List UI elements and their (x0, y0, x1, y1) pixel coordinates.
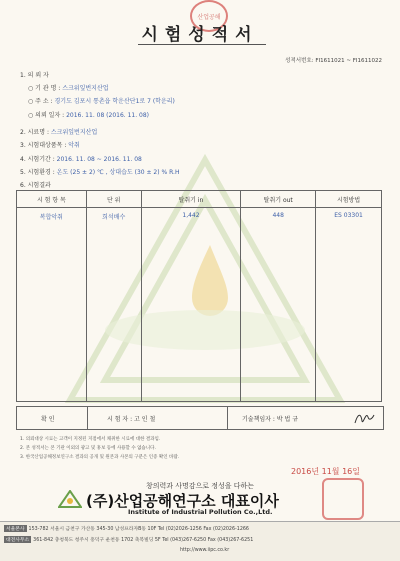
confirm-label: 확 인 (41, 416, 55, 423)
cell-test-item: 복합악취 (17, 208, 87, 402)
footer-website: http://www.iipc.co.kr (180, 548, 230, 553)
footer-contact (0, 521, 400, 561)
title-underline (138, 44, 266, 45)
sample-name-row: 2. 시료명 : 스크위잎번지산업 (20, 129, 98, 136)
issue-date: 2016년 11월 16일 (291, 467, 360, 476)
address-row: ○ 주 소 : 경기도 김포시 통촌읍 학운산단1로 7 (학운리) (28, 98, 175, 105)
document-title: 시험성적서 (141, 25, 259, 45)
motto-text: 창의력과 사명감으로 정성을 다하는 (145, 482, 255, 490)
request-date-row: ○ 의뢰 일자 : 2016. 11. 08 (2016. 11. 08) (28, 112, 150, 119)
corporate-seal-stamp (322, 478, 364, 520)
signature-box (16, 406, 384, 430)
test-result-label: 6. 시험결과 (20, 182, 51, 189)
header-outlet: 탈취기 out (241, 191, 316, 208)
org-row: ○ 기 관 명 : 스크위잎번지산업 (28, 85, 109, 92)
tester-label: 시 험 자 : 고 인 철 (107, 416, 156, 423)
header-unit: 단 위 (86, 191, 141, 208)
table-header-row (17, 191, 382, 208)
institute-logo-icon (58, 490, 82, 508)
address-value: 경기도 김포시 통촌읍 학운산단1로 7 (학운리) (54, 98, 175, 105)
test-environment-row: 5. 시험환경 : 온도 (25 ± 2) ℃ , 상대습도 (30 ± 2) % R.H (20, 169, 180, 176)
institute-name: (주)산업공해연구소 대표이사 (86, 492, 279, 510)
header-method: 시험방법 (316, 191, 382, 208)
cell-unit: 희석배수 (86, 208, 141, 402)
note-3: 3. 한국산업공해정보연구소 결과의 공개 및 원본과 사본의 구분은 인증 확인 바람. (20, 455, 180, 460)
institute-english-name: Institute of Industrial Pollution Co.,Ltd. (128, 508, 273, 516)
note-1: 1. 의뢰대상 시료는 고객이 지정된 지점에서 채취한 시료에 대한 결과임. (20, 437, 161, 442)
handwritten-signature-icon (352, 409, 376, 427)
red-seal-stamp: 산업공해 (190, 0, 228, 32)
footer-seoul: 서울본사 153-782 서울시 금천구 가산동 345-30 남성프라자B동 10F Tel (02)2026-1256 Fax (02)2026-1266 (6, 527, 249, 532)
cell-outlet: 448 (241, 208, 316, 402)
certificate-number: 성적서번호: FI1611021 ~ FI1611022 (285, 58, 382, 64)
footer-daejeon: 대전사무소 361-842 충청북도 청주시 흥덕구 운천동 1702 축복빌딩 5F Tel (043)267-6250 Fax (043)267-6251 (6, 538, 254, 543)
table-row (17, 208, 382, 402)
test-item-row: 3. 시험대상품목 : 악취 (20, 142, 80, 149)
request-date-value: 2016. 11. 08 (2016. 11. 08) (66, 112, 150, 119)
manager-label: 기술책임자 : 박 법 규 (242, 416, 299, 423)
org-value: 스크위잎번지산업 (62, 85, 109, 92)
section-requester-label: 1. 의 뢰 자 (20, 72, 49, 79)
header-test-item: 시 험 항 목 (17, 191, 87, 208)
cell-inlet: 1,442 (141, 208, 241, 402)
results-table (16, 190, 382, 402)
header-inlet: 탈취기 in (141, 191, 241, 208)
test-period-row: 4. 시험기간 : 2016. 11. 08 ~ 2016. 11. 08 (20, 156, 142, 163)
note-2: 2. 본 성적서는 본 기관 이외의 광고 및 홍보 등에 사용할 수 없습니다. (20, 446, 156, 451)
cell-method: ES 03301 (316, 208, 382, 402)
